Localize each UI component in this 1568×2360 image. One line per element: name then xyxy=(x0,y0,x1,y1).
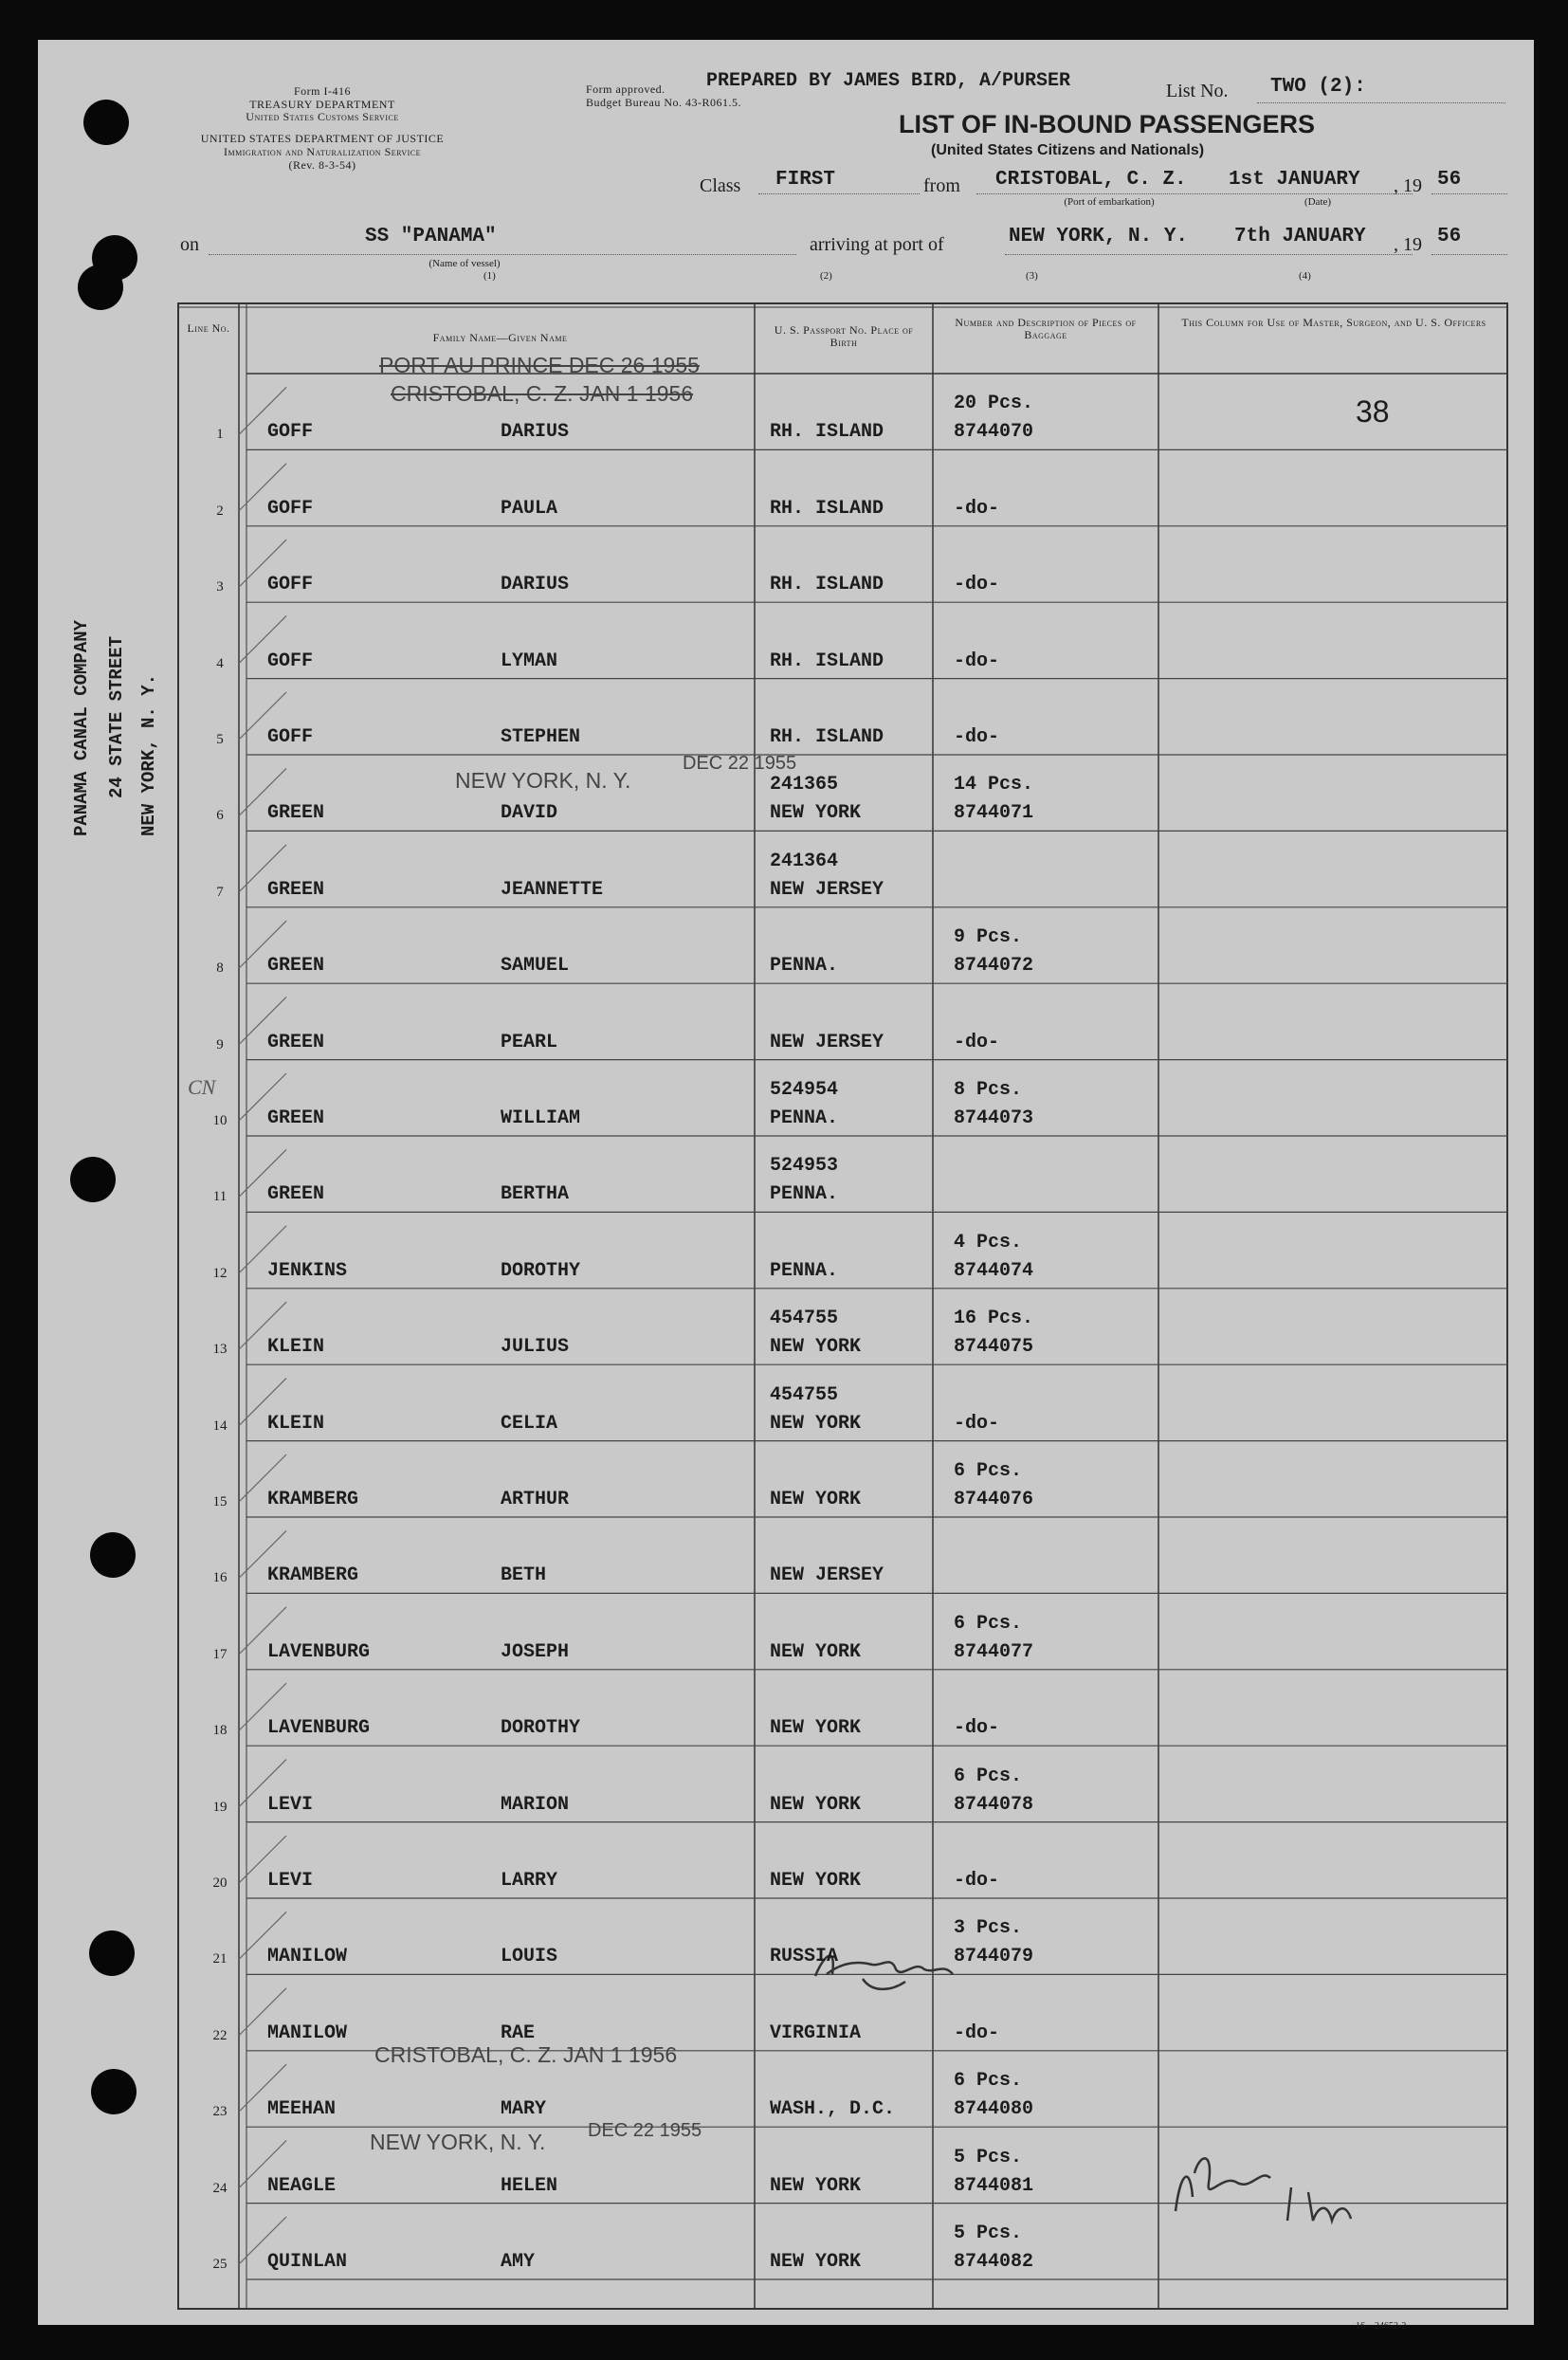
line-number: 25 xyxy=(212,2257,228,2272)
immigration-service: Immigration and Naturalization Service xyxy=(223,145,421,158)
line-number: 6 xyxy=(216,808,224,824)
form-approved: Form approved. xyxy=(586,82,665,96)
stamp-new-york-2: NEW YORK, N. Y. xyxy=(370,2130,546,2154)
baggage-number: 8744073 xyxy=(954,1107,1034,1129)
col-header-name: Family Name—Given Name xyxy=(432,331,568,344)
line-number: 10 xyxy=(212,1113,228,1128)
list-subtitle: (United States Citizens and Nationals) xyxy=(931,142,1205,158)
baggage-number: -do- xyxy=(954,574,1000,596)
baggage-number: -do- xyxy=(954,726,1000,748)
margin-stamp-line-2: 24 STATE STREET xyxy=(106,635,127,798)
baggage-number: 8744079 xyxy=(954,1946,1034,1968)
place-of-birth: RUSSIA xyxy=(770,1946,839,1968)
place-of-birth: NEW YORK xyxy=(770,1870,862,1892)
revision: (Rev. 8-3-54) xyxy=(288,158,356,172)
year-prefix-1: , 19 xyxy=(1394,175,1422,196)
baggage-number: 8744077 xyxy=(954,1640,1034,1663)
baggage-pieces: 9 Pcs. xyxy=(954,926,1023,949)
place-of-birth: VIRGINIA xyxy=(770,2022,862,2044)
stamp-cristobal-1: CRISTOBAL, C. Z. JAN 1 1956 xyxy=(391,381,694,406)
family-name: KLEIN xyxy=(267,1336,325,1359)
form-number: Form I-416 xyxy=(294,84,351,98)
family-name: GREEN xyxy=(267,1107,325,1129)
list-no-label: List No. xyxy=(1166,81,1229,101)
baggage-pieces: 20 Pcs. xyxy=(954,393,1034,415)
arriving-label: arriving at port of xyxy=(810,234,944,255)
margin-stamp-line-1: PANAMA CANAL COMPANY xyxy=(71,619,92,836)
place-of-birth: RH. ISLAND xyxy=(770,574,884,596)
family-name: GREEN xyxy=(267,955,325,978)
passport-number: 524953 xyxy=(770,1155,839,1178)
stamp-port-au-prince: PORT AU PRINCE DEC 26 1955 xyxy=(379,353,700,377)
baggage-number: 8744081 xyxy=(954,2174,1034,2197)
line-number: 17 xyxy=(212,1646,228,1662)
baggage-number: 8744076 xyxy=(954,1489,1034,1510)
line-number: 4 xyxy=(216,655,224,671)
given-name: DOROTHY xyxy=(501,1717,581,1740)
colnum-4: (4) xyxy=(1299,270,1311,282)
place-of-birth: NEW YORK xyxy=(770,1793,862,1816)
given-name: PAULA xyxy=(501,497,558,520)
given-name: LARRY xyxy=(501,1870,558,1892)
stamp-new-york-1-date: DEC 22 1955 xyxy=(683,753,797,774)
justice-dept: UNITED STATES DEPARTMENT OF JUSTICE xyxy=(200,132,445,145)
baggage-number: -do- xyxy=(954,1031,1000,1053)
line-number: 8 xyxy=(216,960,224,977)
given-name: JEANNETTE xyxy=(501,878,604,901)
given-name: CELIA xyxy=(501,1412,558,1435)
line-number: 19 xyxy=(212,1799,228,1815)
page-number: 38 xyxy=(1356,394,1390,429)
baggage-pieces: 5 Pcs. xyxy=(954,2223,1023,2244)
family-name: LEVI xyxy=(267,1870,314,1892)
vessel-caption: (Name of vessel) xyxy=(428,258,501,269)
place-of-birth: NEW JERSEY xyxy=(770,1564,884,1587)
family-name: GREEN xyxy=(267,878,325,901)
family-name: GREEN xyxy=(267,1031,325,1053)
list-no-value: TWO (2): xyxy=(1270,76,1366,98)
place-of-birth: PENNA. xyxy=(770,1259,839,1282)
given-name: DARIUS xyxy=(501,574,570,596)
given-name: MARION xyxy=(501,1793,570,1816)
place-of-birth: PENNA. xyxy=(770,1107,839,1129)
col-header-officers: This Column for Use of Master, Surgeon, and U. S. Officers xyxy=(1181,316,1486,329)
place-of-birth: RH. ISLAND xyxy=(770,497,884,520)
officer-signature xyxy=(1176,2158,1351,2221)
class-label: Class xyxy=(700,175,741,196)
colnum-1: (1) xyxy=(483,270,496,282)
line-number: 14 xyxy=(212,1418,228,1434)
family-name: GREEN xyxy=(267,1183,325,1206)
place-of-birth: NEW YORK xyxy=(770,1640,862,1663)
place-of-birth: NEW YORK xyxy=(770,2174,862,2197)
baggage-number: -do- xyxy=(954,1870,1000,1892)
given-name: LOUIS xyxy=(501,1946,558,1968)
line-number: 16 xyxy=(212,1570,228,1586)
place-of-birth: NEW YORK xyxy=(770,1412,862,1435)
baggage-number: 8744082 xyxy=(954,2251,1034,2273)
baggage-number: -do- xyxy=(954,649,1000,672)
given-name: RAE xyxy=(501,2022,536,2044)
arrival-date: 7th JANUARY xyxy=(1234,226,1366,247)
line-number: 5 xyxy=(216,732,224,747)
given-name: DAVID xyxy=(501,802,558,825)
stamp-new-york-1: NEW YORK, N. Y. xyxy=(455,768,631,793)
baggage-number: 8744071 xyxy=(954,802,1034,825)
family-name: GOFF xyxy=(267,649,314,672)
line-number: 22 xyxy=(212,2027,228,2043)
baggage-pieces: 6 Pcs. xyxy=(954,2070,1023,2093)
line-number: 11 xyxy=(212,1189,228,1205)
line-number: 23 xyxy=(212,2104,228,2120)
manifest-sheet xyxy=(38,40,1534,2332)
given-name: AMY xyxy=(501,2251,536,2273)
footer-code: 16—24652-2 xyxy=(1356,2321,1407,2332)
baggage-number: -do- xyxy=(954,497,1000,520)
baggage-pieces: 14 Pcs. xyxy=(954,774,1034,796)
family-name: LAVENBURG xyxy=(267,1717,371,1740)
place-of-birth: NEW YORK xyxy=(770,1489,862,1510)
family-name: GOFF xyxy=(267,497,314,520)
line-number: 18 xyxy=(212,1723,228,1739)
given-name: DARIUS xyxy=(501,421,570,444)
passport-number: 241365 xyxy=(770,774,839,796)
given-name: PEARL xyxy=(501,1031,558,1053)
from-date: 1st JANUARY xyxy=(1229,169,1360,191)
baggage-pieces: 6 Pcs. xyxy=(954,1460,1023,1482)
line-number: 13 xyxy=(212,1342,228,1358)
passport-number: 454755 xyxy=(770,1308,839,1330)
baggage-number: -do- xyxy=(954,2022,1000,2044)
family-name: LAVENBURG xyxy=(267,1640,371,1663)
year-2: 56 xyxy=(1437,226,1462,247)
colnum-3: (3) xyxy=(1026,270,1038,282)
given-name: WILLIAM xyxy=(501,1107,581,1129)
col-header-line-no: Line No. xyxy=(187,321,230,335)
passport-number: 524954 xyxy=(770,1079,839,1101)
baggage-pieces: 5 Pcs. xyxy=(954,2146,1023,2168)
place-of-birth: RH. ISLAND xyxy=(770,421,884,444)
given-name: JOSEPH xyxy=(501,1640,570,1663)
place-of-birth: NEW JERSEY xyxy=(770,878,884,901)
treasury-dept: TREASURY DEPARTMENT xyxy=(249,98,395,111)
class-value: FIRST xyxy=(775,169,836,191)
date-caption: (Date) xyxy=(1304,196,1332,208)
line-number: 21 xyxy=(212,1951,228,1967)
given-name: STEPHEN xyxy=(501,726,581,748)
place-of-birth: NEW YORK xyxy=(770,802,862,825)
place-of-birth: RH. ISLAND xyxy=(770,649,884,672)
family-name: JENKINS xyxy=(267,1259,348,1282)
baggage-pieces: 16 Pcs. xyxy=(954,1308,1034,1330)
stamp-new-york-2-date: DEC 22 1955 xyxy=(588,2120,702,2141)
given-name: BERTHA xyxy=(501,1183,570,1206)
passport-number: 454755 xyxy=(770,1383,839,1406)
place-of-birth: PENNA. xyxy=(770,955,839,978)
family-name: GOFF xyxy=(267,574,314,596)
year-prefix-2: , 19 xyxy=(1394,234,1422,255)
passport-number: 241364 xyxy=(770,850,839,872)
given-name: JULIUS xyxy=(501,1336,570,1359)
family-name: LEVI xyxy=(267,1793,314,1816)
baggage-number: 8744072 xyxy=(954,955,1034,978)
family-name: KLEIN xyxy=(267,1412,325,1435)
baggage-number: 8744070 xyxy=(954,421,1034,444)
baggage-number: -do- xyxy=(954,1717,1000,1740)
family-name: MANILOW xyxy=(267,2022,348,2044)
place-of-birth: NEW JERSEY xyxy=(770,1031,884,1053)
baggage-pieces: 3 Pcs. xyxy=(954,1917,1023,1940)
place-of-birth: NEW YORK xyxy=(770,1717,862,1740)
place-of-birth: RH. ISLAND xyxy=(770,726,884,748)
from-label: from xyxy=(923,175,960,196)
col-header-passport: U. S. Passport No. Place of Birth xyxy=(774,323,914,349)
year-1: 56 xyxy=(1437,169,1462,191)
family-name: GREEN xyxy=(267,802,325,825)
place-of-birth: WASH., D.C. xyxy=(770,2098,896,2121)
baggage-number: 8744078 xyxy=(954,1793,1034,1816)
line-number: 15 xyxy=(212,1494,228,1509)
budget-bureau: Budget Bureau No. 43-R061.5. xyxy=(586,96,741,109)
stamp-cristobal-2: CRISTOBAL, C. Z. JAN 1 1956 xyxy=(374,2042,678,2067)
given-name: ARTHUR xyxy=(501,1489,570,1510)
family-name: MEEHAN xyxy=(267,2098,337,2121)
given-name: HELEN xyxy=(501,2174,558,2197)
line-number: 20 xyxy=(212,1875,228,1891)
margin-stamp-line-3: NEW YORK, N. Y. xyxy=(138,673,159,836)
baggage-pieces: 6 Pcs. xyxy=(954,1765,1023,1787)
line-number: 12 xyxy=(212,1265,228,1281)
family-name: NEAGLE xyxy=(267,2174,337,2197)
list-title: LIST OF IN-BOUND PASSENGERS xyxy=(899,110,1316,138)
given-name: DOROTHY xyxy=(501,1259,581,1282)
col-header-baggage: Number and Description of Pieces of Baggage xyxy=(955,316,1137,341)
baggage-number: 8744074 xyxy=(954,1259,1034,1282)
family-name: KRAMBERG xyxy=(267,1489,359,1510)
on-label: on xyxy=(180,234,199,255)
baggage-pieces: 8 Pcs. xyxy=(954,1079,1023,1101)
given-name: SAMUEL xyxy=(501,955,570,978)
family-name: KRAMBERG xyxy=(267,1564,359,1587)
line-number: 7 xyxy=(216,884,224,900)
prepared-by: PREPARED BY JAMES BIRD, A/PURSER xyxy=(706,70,1071,92)
family-name: MANILOW xyxy=(267,1946,348,1968)
baggage-pieces: 6 Pcs. xyxy=(954,1612,1023,1635)
arrival-port: NEW YORK, N. Y. xyxy=(1009,226,1189,247)
line-number: 2 xyxy=(216,503,224,519)
given-name: LYMAN xyxy=(501,649,558,672)
colnum-2: (2) xyxy=(820,270,832,282)
given-name: BETH xyxy=(501,1564,547,1587)
line-number: 3 xyxy=(216,579,224,595)
customs-service: United States Customs Service xyxy=(246,110,399,123)
from-port: CRISTOBAL, C. Z. xyxy=(995,169,1187,191)
family-name: QUINLAN xyxy=(267,2251,348,2273)
given-name: MARY xyxy=(501,2098,547,2121)
line-number: 9 xyxy=(216,1036,224,1052)
vessel-name: SS "PANAMA" xyxy=(365,226,497,247)
family-name: GOFF xyxy=(267,421,314,444)
handwritten-cn: CN xyxy=(188,1075,216,1099)
baggage-number: -do- xyxy=(954,1412,1000,1435)
baggage-pieces: 4 Pcs. xyxy=(954,1231,1023,1253)
place-of-birth: PENNA. xyxy=(770,1183,839,1206)
baggage-number: 8744075 xyxy=(954,1336,1034,1359)
place-of-birth: NEW YORK xyxy=(770,1336,862,1359)
line-number: 24 xyxy=(212,2180,228,2196)
line-number: 1 xyxy=(216,427,224,443)
baggage-number: 8744080 xyxy=(954,2098,1034,2121)
family-name: GOFF xyxy=(267,726,314,748)
handwriting-layer xyxy=(38,40,1534,2325)
port-embarkation-caption: (Port of embarkation) xyxy=(1064,196,1155,208)
place-of-birth: NEW YORK xyxy=(770,2251,862,2273)
